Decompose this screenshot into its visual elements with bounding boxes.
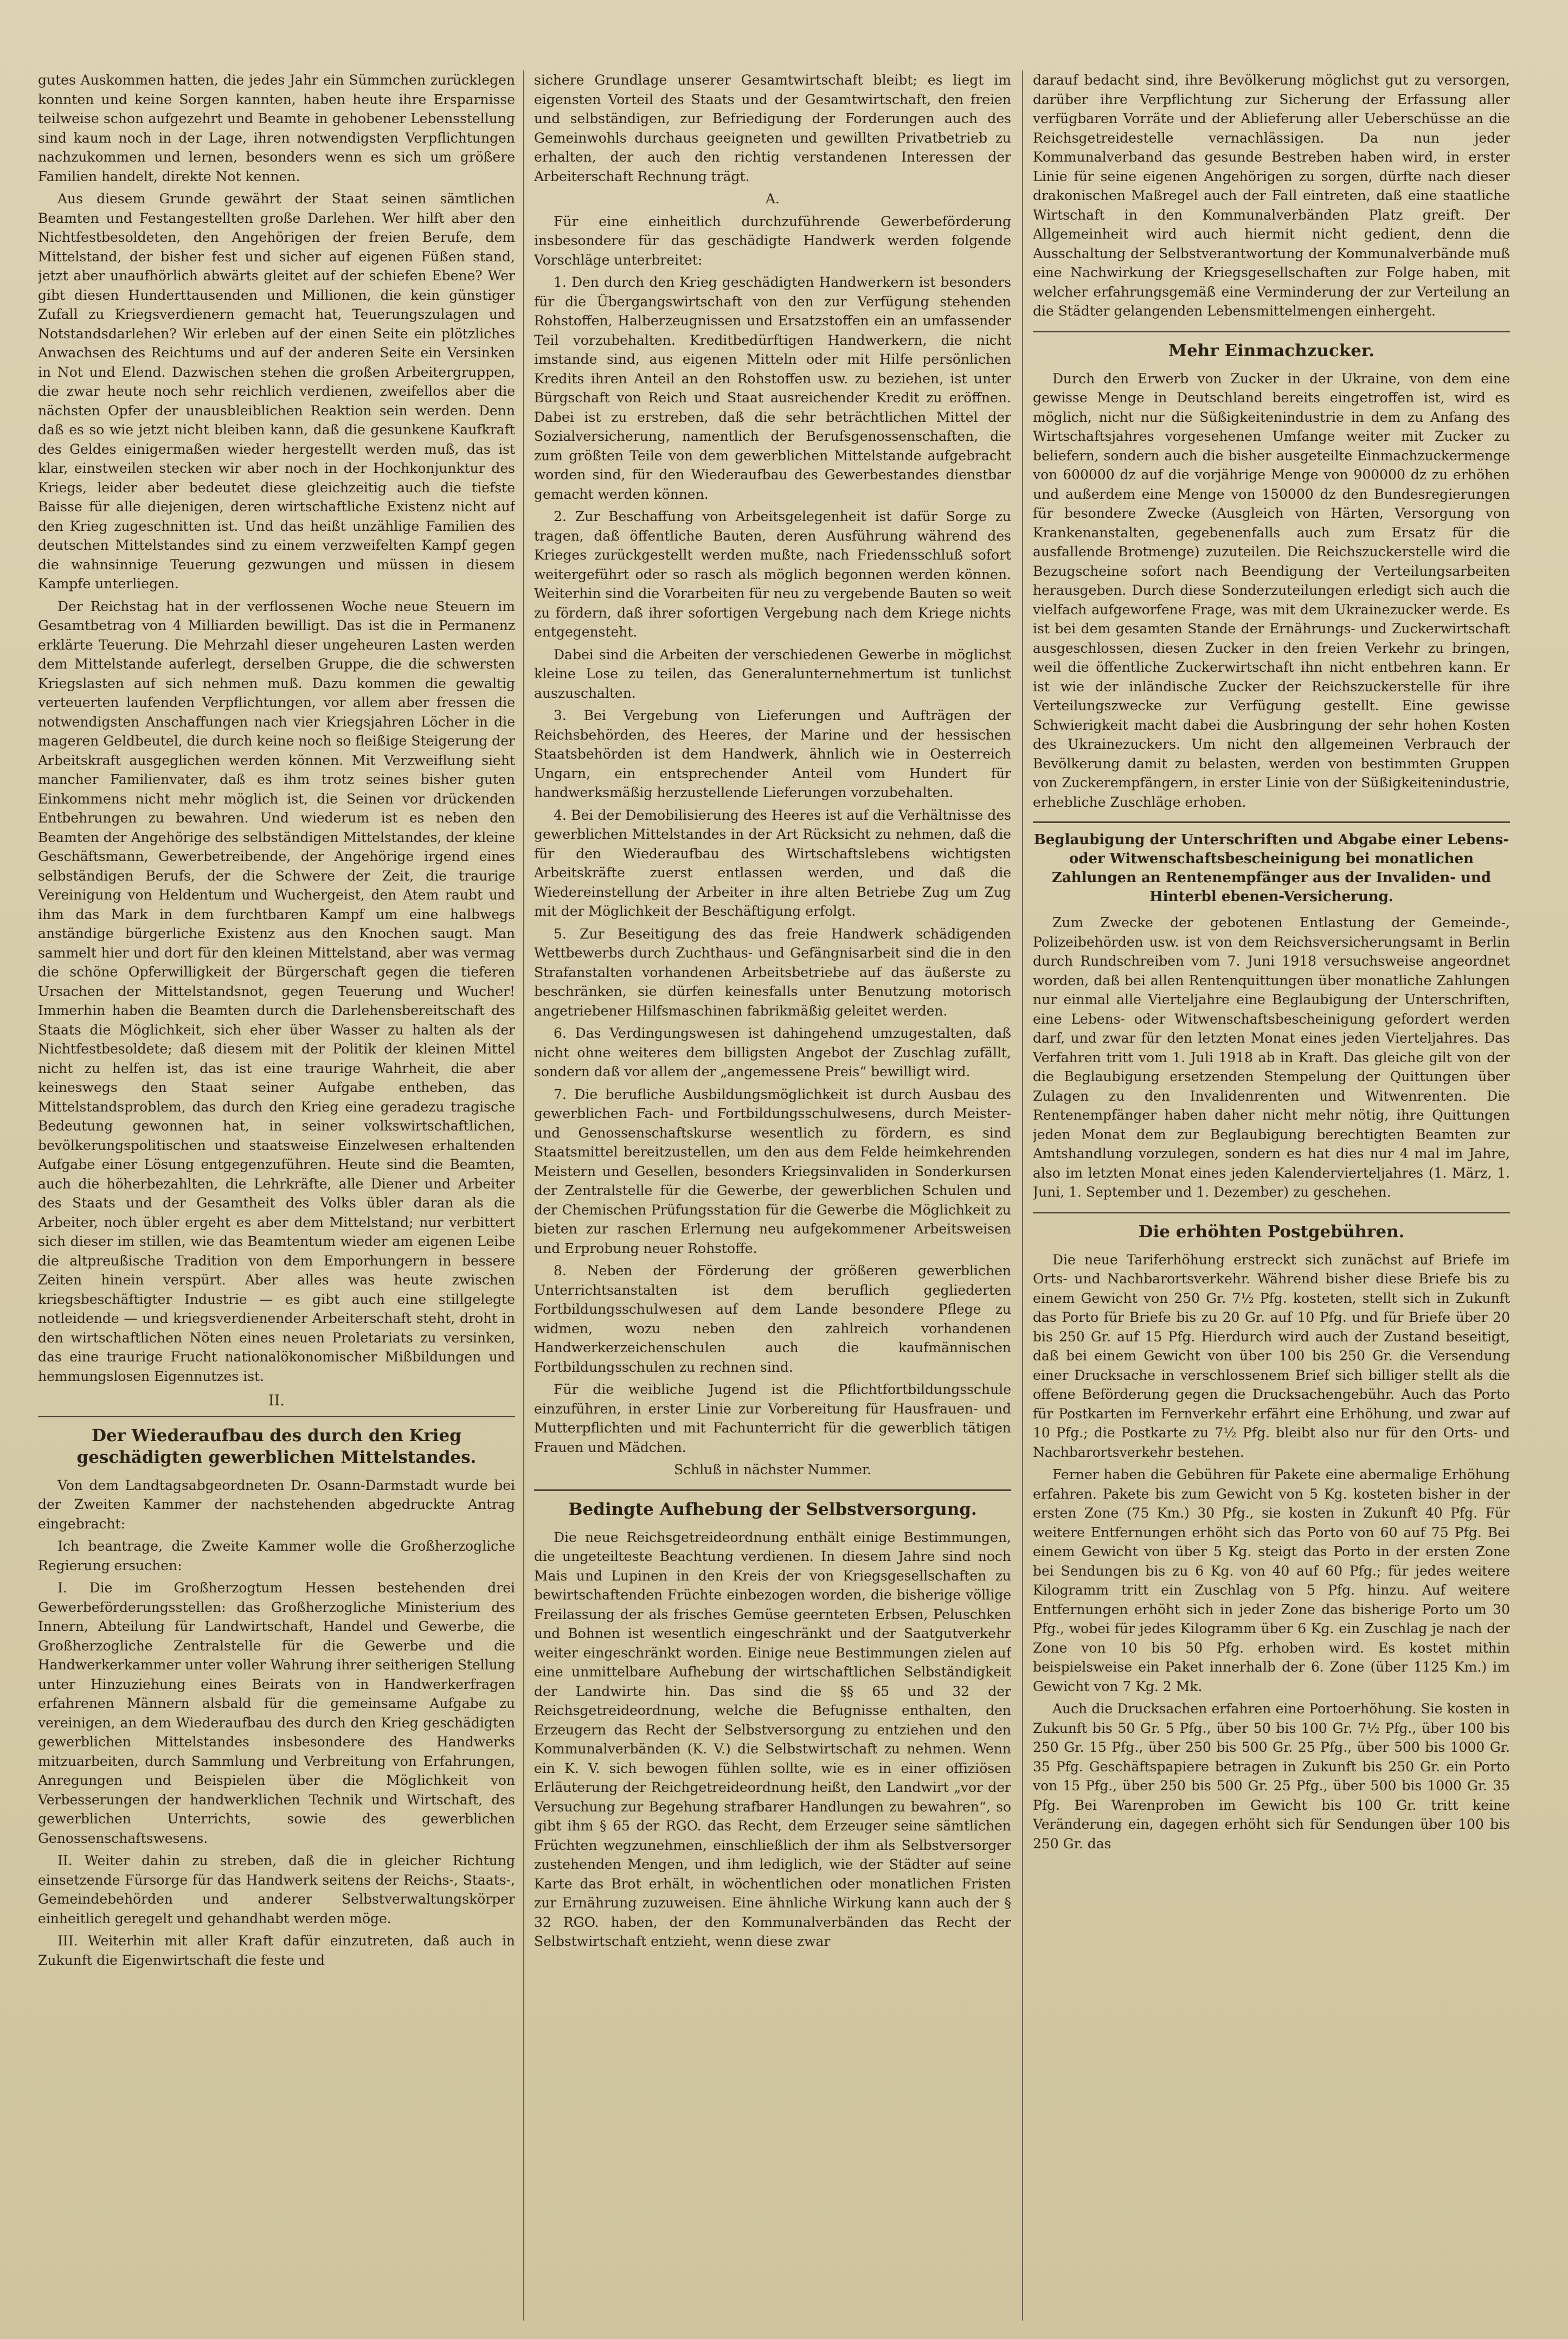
- divider: [38, 1416, 515, 1417]
- paragraph: Ich beantrage, die Zweite Kammer wolle die Großherzogliche Regierung ersuchen:: [38, 1538, 515, 1573]
- paragraph: 5. Zur Beseitigung des das freie Handwerk schädigenden Wettbewerbs durch Zuchthaus- und Gefängnisarbeit sind die in den Strafanstalten vorhandenen Arbeitsbetriebe auf das äußerste zu beschränken, sie dürfen keinesfalls unter Benutzung motorisch angetriebener Hilfsmaschinen fabrikmäßig geleitet werden.: [534, 926, 1011, 1019]
- paragraph: Für die weibliche Jugend ist die Pflichtfortbildungsschule einzuführen, in erster Linie zur Vorbereitung für Hausfrauen- und Mutterpflichten und mit Fachunterricht für die gewerblich tätigen Frauen und Mädchen.: [534, 1381, 1011, 1455]
- paragraph: 4. Bei der Demobilisierung des Heeres ist auf die Verhältnisse des gewerblichen Mittelstandes in der Art Rücksicht zu nehmen, daß die für den Wiederaufbau des Wirtschaftslebens wichtigsten Arbeitskräfte zuerst entlassen werden, und daß die Wiedereinstellung der Arbeiter in ihre alten Betriebe Zug um Zug mit der Möglichkeit der Beschäftigung erfolgt.: [534, 807, 1011, 919]
- paragraph: 7. Die berufliche Ausbildungsmöglichkeit ist durch Ausbau des gewerblichen Fach- und Fortbildungsschulwesens, durch Meister- und Genossenschaftskurse wesentlich zu fördern, es sind Staatsmittel bereitzustellen, um den aus dem Felde heimkehrenden Meistern und Gesellen, besonders Kriegsinvaliden in Sonderkursen der Zentralstelle für die Gewerbe, der gewerblichen Schulen und der Chemischen Prüfungsstation für die Gewerbe die Möglichkeit zu bieten zur raschen Erlernung neu aufgekommener Arbeitsweisen und Erprobung neuer Rohstoffe.: [534, 1086, 1011, 1256]
- divider: [1033, 331, 1510, 332]
- divider: [1033, 1212, 1510, 1213]
- paragraph: Aus diesem Grunde gewährt der Staat seinen sämtlichen Beamten und Festangestellten große Darlehen. Wer hilft aber den Nichtfestbesoldeten, den Angehörigen der freien Berufe, dem Mittelstand, der bisher fest und sicher auf eigenen Füßen stand, jetzt aber unaufhörlich abwärts gleitet auf der schiefen Ebene? Wer gibt diesen Hunderttausenden und Millionen, die kein günstiger Zufall zu Kriegsverdienern gemacht hat, Teuerungszulagen und Notstandsdarlehen? Wir erleben auf der einen Seite ein plötzliches Anwachsen des Reichtums und auf der anderen Seite ein Versinken in Not und Elend. Dazwischen stehen die großen Arbeitergruppen, die zwar heute noch sehr reichlich verdienen, zweifellos aber die nächsten Opfer der unausbleiblichen Reaktion sein werden. Denn daß es so wie jetzt nicht bleiben kann, daß die gesunkene Kaufkraft des Geldes einigermaßen wieder hergestellt werden muß, das ist klar, einstweilen stecken wir aber noch in der Hochkonjunktur des Kriegs, leider aber bedeutet diese gleichzeitig auch die tiefste Baisse für alle diejenigen, deren wirtschaftliche Existenz nicht auf den Krieg zugeschnitten ist. Und das heißt unzählige Familien des deutschen Mittelstandes sind zu einem verzweifelten Kampf gegen die wahnsinnige Teuerung gezwungen und müssen in diesem Kampfe unterliegen.: [38, 191, 515, 592]
- paragraph: Der Reichstag hat in der verflossenen Woche neue Steuern im Gesamtbetrag von 4 Milliarden bewilligt. Das ist die in Permanenz erklärte Teuerung. Die Mehrzahl dieser ungeheuren Lasten werden dem Mittelstande auferlegt, derselben Gruppe, die die schwersten Kriegslasten auf sich nehmen muß. Dazu kommen die gewaltig verteuerten laufenden Verpflichtungen, vor allem aber fressen die notwendigsten Anschaffungen nach vier Kriegsjahren Löcher in die mageren Geldbeutel, die durch keine noch so fleißige Steigerung der Arbeitskraft ausgeglichen werden können. Mit Verzweiflung sieht mancher Familienvater, daß es ihm trotz seines bisher guten Einkommens nicht mehr möglich ist, die Seinen vor drückenden Entbehrungen zu bewahren. Und wiederum ist es neben den Beamten der Angehörige des selbständigen Mittelstandes, der kleine Geschäftsmann, Gewerbetreibende, der Angehörige irgend eines selbständigen Berufs, der die Schwere der Zeit, die traurige Vereinigung von Heldentum und Wuchergeist, den Atem raubt und ihm das Mark in dem furchtbaren Kampf um eine halbwegs anständige bürgerliche Existenz aus den Knochen saugt. Man sammelt hier und dort für den kleinen Mittelstand, aber was vermag die schöne Opferwilligkeit der Bürgerschaft gegen die tieferen Ursachen der Mittelstandsnot, gegen Teuerung und Wucher! Immerhin haben die Beamten durch die Darlehensbereitschaft des Staats die Möglichkeit, sich eher über Wasser zu halten als der Nichtfestbesoldete; daß diesem mit der Politik der kleinen Mittel nicht zu helfen ist, das ist eine traurige Wahrheit, die aber keineswegs den Staat seiner Aufgabe entheben, das Mittelstandsproblem, das durch den Krieg eine geradezu tragische Bedeutung gewonnen hat, in seiner volkswirtschaftlichen, bevölkerungspolitischen und staatsweise Einzelwesen erhaltenden Aufgabe einer Lösung entgegenzuführen. Heute sind die Beamten, auch die höherbezahlten, die Lehrkräfte, alle Diener und Arbeiter des Staats und der Gesamtheit des Volks übler daran als die Arbeiter, noch übler ergeht es aber dem Mittelstand; nur verbittert sich dieser im stillen, wie das Beamtentum wieder am eigenen Leibe die altpreußische Tradition von dem Emporhungern in bessere Zeiten hinein verspürt. Aber alles was heute zwischen kriegsbeschäftigter Industrie — es gibt auch eine stillgelegte notleidende — und kriegsverdienender Arbeiterschaft steht, droht in den wirtschaftlichen Nöten eines neuen Proletariats zu versinken, das eine traurige Frucht nationalökonomischer Mißbildungen und hemmungslosen Eigennutzes ist.: [38, 598, 515, 1384]
- paragraph: 6. Das Verdingungswesen ist dahingehend umzugestalten, daß nicht ohne weiteres dem billigsten Angebot der Zuschlag zufällt, sondern daß vor allem der „angemessene Preis“ bewilligt wird.: [534, 1025, 1011, 1079]
- paragraph: Auch die Drucksachen erfahren eine Portoerhöhung. Sie kosten in Zukunft bis 50 Gr. 5 Pfg., über 50 bis 100 Gr. 7½ Pfg., über 100 bis 250 Gr. 15 Pfg., über 250 bis 500 Gr. 25 Pfg., über 500 bis 1000 Gr. 35 Pfg. Geschäftspapiere betragen in Zukunft bis 250 Gr. ein Porto von 15 Pfg., über 250 bis 500 Gr. 25 Pfg., über 500 bis 1000 Gr. 35 Pfg. Bei Warenproben im Gewicht bis 100 Gr. tritt keine Veränderung ein, dagegen erhöht sich für Sendungen über 100 bis 250 Gr. das: [1033, 1701, 1510, 1852]
- column-3: [1033, 70, 1510, 2321]
- column-rule: [1022, 70, 1023, 2321]
- divider: [1033, 821, 1510, 823]
- paragraph: sichere Grundlage unserer Gesamtwirtschaft bleibt; es liegt im eigensten Vorteil des Staats und der Gesamtwirtschaft, den freien und selbständigen, zur Befriedigung der Forderungen auch des Gemeinwohls durchaus geeigneten und gewillten Privatbetrieb zu erhalten, der auch den richtig verstandenen Interessen der Arbeiterschaft Rechnung trägt.: [534, 72, 1011, 184]
- article-heading: Der Wiederaufbau des durch den Krieg geschädigten gewerblichen Mittelstandes.: [76, 1425, 477, 1467]
- section-number: II.: [268, 1392, 285, 1409]
- paragraph: Für eine einheitlich durchzuführende Gewerbeförderung insbesondere für das geschädigte Handwerk werden folgende Vorschläge unterbreitet:: [534, 213, 1011, 268]
- paragraph: Ferner haben die Gebühren für Pakete eine abermalige Erhöhung erfahren. Pakete bis zum Gewicht von 5 Kg. kosteten bisher in der ersten Zone (75 Km.) 30 Pfg., sie kosten in Zukunft 40 Pfg. Für weitere Entfernungen erhöht sich das Porto von 60 auf 75 Pfg. Bei einem Gewicht von über 5 Kg. steigt das Porto in der ersten Zone bei Sendungen bis zu 6 Kg. von 40 auf 60 Pfg.; für jedes weitere Kilogramm tritt ein Zuschlag von 5 Pfg. hinzu. Auf weitere Entfernungen erhöht sich in jeder Zone das bisherige Porto um 30 Pfg., wobei für jedes Kilogramm über 6 Kg. ein Zuschlag je nach der Zone von 10 bis 50 Pfg. erhoben wird. Es kostet mithin beispielsweise ein Paket innerhalb der 6. Zone (über 1125 Km.) im Gewicht von 7 Kg. 2 Mk.: [1033, 1467, 1510, 1694]
- section-letter: A.: [765, 191, 780, 207]
- paragraph: Dabei sind die Arbeiten der verschiedenen Gewerbe in möglichst kleine Lose zu teilen, das Generalunternehmertum ist tunlichst auszuschalten.: [534, 646, 1011, 701]
- paragraph: III. Weiterhin mit aller Kraft dafür einzutreten, daß auch in Zukunft die Eigenwirtschaft die feste und: [38, 1933, 515, 1968]
- paragraph: I. Die im Großherzogtum Hessen bestehenden drei Gewerbeförderungsstellen: das Großherzogliche Ministerium des Innern, Abteilung für Landwirtschaft, Handel und Gewerbe, die Großherzogliche Zentralstelle für die Gewerbe und die Handwerkerkammer unter voller Wahrung ihrer seitherigen Stellung unter Hinzuziehung eines Beirats von in Handwerkerfragen erfahrenen Männern alsbald für die gemeinsame Aufgabe zu vereinigen, an dem Wiederaufbau des durch den Krieg geschädigten gewerblichen Mittelstandes insbesondere des Handwerks mitzuarbeiten, durch Sammlung und Verbreitung von Erfahrungen, Anregungen und Beispielen über die Möglichkeit von Verbesserungen der handwerklichen Technik und Wirtschaft, des gewerblichen Unterrichts, sowie des gewerblichen Genossenschaftswesens.: [38, 1580, 515, 1846]
- article-heading: Beglaubigung der Unterschriften und Abgabe einer Lebens- oder Witwenschaftsbescheinigung bei monatlichen Zahlungen an Rentenempfänger aus der Invaliden- und Hinterbl ebenen-Versicherung.: [1033, 832, 1509, 905]
- paragraph: Zum Zwecke der gebotenen Entlastung der Gemeinde-, Polizeibehörden usw. ist von dem Reichsversicherungsamt in Berlin durch Rundschreiben vom 7. Juni 1918 versuchsweise angeordnet worden, daß bei allen Rentenquittungen über monatliche Zahlungen nur einmal alle Vierteljahre eine Beglaubigung der Unterschriften, eine Lebens- oder Witwenschaftsbescheinigung gefordert werden darf, und zwar für den letzten Monat eines jeden Vierteljahres. Das Verfahren tritt vom 1. Juli 1918 ab in Kraft. Das gleiche gilt von der die Beglaubigung ersetzenden Stempelung der Quittungen über Zulagen zu den Invalidenrenten und Witwenrenten. Die Rentenempfänger haben daher nicht mehr nötig, ihre Quittungen jeden Monat dem zur Beglaubigung berechtigten Beamten zur Amtshandlung vorzulegen, sondern es hat dies nur 4 mal im Jahre, also im letzten Monat eines jeden Kalendervierteljahres (1. März, 1. Juni, 1. September und 1. Dezember) zu geschehen.: [1033, 915, 1510, 1200]
- paragraph: darauf bedacht sind, ihre Bevölkerung möglichst gut zu versorgen, darüber ihre Verpflichtung zur Sicherung der Erfassung aller verfügbaren Vorräte und der Ablieferung aller Ueberschüsse an die Reichsgetreidestelle vernachlässigen. Da nun jeder Kommunalverband das gesunde Bestreben haben wird, in erster Linie für seine eigenen Angehörigen zu sorgen, dürfte nach dieser drakonischen Maßregel auch der Fall eintreten, daß eine staatliche Wirtschaft in den Kommunalverbänden Platz greift. Der Allgemeinheit wird auch hiermit nicht gedient, denn die Ausschaltung der Selbstverantwortung der Kommunalverbände muß eine Nachwirkung der Kriegsgesellschaften zur Folge haben, mit welcher erfahrungsgemäß eine Verminderung der zur Verteilung an die Städter gelangenden Lebensmittelmengen einhergeht.: [1033, 72, 1510, 319]
- paragraph: gutes Auskommen hatten, die jedes Jahr ein Sümmchen zurücklegen konnten und keine Sorgen kannten, haben heute ihre Ersparnisse teilweise schon aufgezehrt und Beamte in gehobener Lebensstellung sind kaum noch in der Lage, ihren notwendigsten Verpflichtungen nachzukommen und lernen, besonders wenn es sich um größere Familien handelt, direkte Not kennen.: [38, 72, 515, 184]
- paragraph: Die neue Reichsgetreideordnung enthält einige Bestimmungen, die ungeteilteste Beachtung verdienen. In diesem Jahre sind noch Mais und Lupinen in den Kreis der von Kriegsgesellschaften zu bewirtschaftenden Früchte einbezogen worden, die bisherige völlige Freilassung der als frisches Gemüse geernteten Erbsen, Peluschken und Bohnen ist wesentlich eingeschränkt und der Saatgutverkehr weiter eingeschränkt worden. Einige neue Bestimmungen zielen auf eine unmittelbare Aufhebung der wirtschaftlichen Selbständigkeit der Landwirte hin. Das sind die §§ 65 und 32 der Reichsgetreideordnung, welche die Befugnisse enthalten, den Erzeugern das Recht der Selbstversorgung zu entziehen und den Kommunalverbänden (K. V.) die Selbstwirtschaft zu nehmen. Wenn ein K. V. sich bewogen fühlen sollte, wie es in einer offiziösen Erläuterung der Reichgetreideordnung heißt, den Landwirt „vor der Versuchung zur Begehung strafbarer Handlungen zu bewahren“, so gibt ihm § 65 der RGO. das Recht, dem Erzeuger seine sämtlichen Früchten wegzunehmen, einschließlich der ihm als Selbstversorger zustehenden Mengen, und ihm lediglich, wie der Städter auf seine Karte das Brot erhält, in wöchentlichen oder monatlichen Fristen zur Ernährung zuzuweisen. Eine ähnliche Wirkung kann auch der § 32 RGO. haben, der den Kommunalverbänden das Recht der Selbstwirtschaft entzieht, wenn diese zwar: [534, 1529, 1011, 1949]
- paragraph: Durch den Erwerb von Zucker in der Ukraine, von dem eine gewisse Menge in Deutschland bereits eingetroffen ist, wird es möglich, nicht nur die Süßigkeitenindustrie in dem zu Anfang des Wirtschaftsjahres vorgesehenen Umfange weiter mit Zucker zu beliefern, sondern auch die bisher ausgeteilte Einmachzuckermenge von 600000 dz auf die vorjährige Menge von 900000 dz zu erhöhen und außerdem eine Menge von 150000 dz den Bundesregierungen für besondere Zwecke (Ausgleich von Härten, Versorgung von Krankenanstalten, gegebenenfalls auch zum Ersatz für die ausfallende Brotmenge) zuzuteilen. Die Reichszuckerstelle wird die Bezugscheine sofort nach Beendigung der Verteilungsarbeiten herausgeben. Durch diese Sonderzuteilungen erledigt sich auch die vielfach aufgeworfene Frage, was mit dem Ukrainezucker werde. Es ist bei dem gesamten Stande der Ernährungs- und Zuckerwirtschaft ausgeschlossen, diesen Zucker in den freien Verkehr zu bringen, weil die öffentliche Zuckerwirtschaft ihn nicht entbehren kann. Er ist wie der inländische Zucker der Reichszuckerstelle für ihre Verteilungszwecke zur Verfügung gestellt. Eine gewisse Schwierigkeit macht dabei die Ausbringung der sehr hohen Kosten des Ukrainezuckers. Um nicht den allgemeinen Verbrauch der Bevölkerung damit zu belasten, werden von bestimmten Gruppen von Zuckerempfängern, in erster Linie von der Süßigkeitenindustrie, erhebliche Zuschläge erhoben.: [1033, 370, 1510, 810]
- paragraph: 8. Neben der Förderung der größeren gewerblichen Unterrichtsanstalten ist dem beruflich gegliederten Fortbildungsschulwesen auf dem Lande besondere Pflege zu widmen, wozu neben den zahlreich vorhandenen Handwerkerzeichenschulen auch die kaufmännischen Fortbildungsschulen zu rechnen sind.: [534, 1263, 1011, 1375]
- paragraph: 2. Zur Beschaffung von Arbeitsgelegenheit ist dafür Sorge zu tragen, daß öffentliche Bauten, deren Ausführung während des Krieges zurückgestellt werden mußte, nach Friedensschluß sofort weitergeführt oder so rasch als möglich begonnen werden können. Weiterhin sind die Vorarbeiten für neu zu vergebende Bauten so weit zu fördern, daß ihrer sofortigen Vergebung nach dem Kriege nichts entgegensteht.: [534, 509, 1011, 640]
- continuation-note: Schluß in nächster Nummer.: [673, 1462, 872, 1477]
- paragraph: Von dem Landtagsabgeordneten Dr. Osann-Darmstadt wurde bei der Zweiten Kammer der nachstehenden abgedruckte Antrag eingebracht:: [38, 1477, 515, 1532]
- paragraph: 1. Den durch den Krieg geschädigten Handwerkern ist besonders für die Übergangswirtschaft von den zur Verfügung stehenden Rohstoffen, Halberzeugnissen und Ersatzstoffen ein an umfassender Teil vorzubehalten. Kreditbedürftigen Handwerkern, die nicht imstande sind, aus eigenen Mitteln oder mit Hilfe persönlichen Kredits ihren Anteil an den Rohstoffen usw. zu beziehen, ist unter Bürgschaft von Reich und Staat ausreichender Kredit zu eröffnen. Dabei ist zu erstreben, daß die sehr beträchtlichen Mittel der Sozialversicherung, namentlich der Berufsgenossenschaften, die zum größten Teile von dem gewerblichen Mittelstande aufgebracht worden sind, für den Wiederaufbau des Gewerbestandes dienstbar gemacht werden können.: [534, 274, 1011, 502]
- article-heading: Die erhöhten Postgebühren.: [1138, 1222, 1405, 1242]
- paragraph: Die neue Tariferhöhung erstreckt sich zunächst auf Briefe im Orts- und Nachbarortsverkehr. Während bisher diese Briefe bis zu einem Gewicht von 250 Gr. 7½ Pfg. kosteten, stellt sich in Zukunft das Porto für Briefe bis zu 20 Gr. auf 10 Pfg. und für Briefe über 20 bis 250 Gr. auf 15 Pfg. Hierdurch wird auch der Zustand beseitigt, daß bei einem Gewicht von über 100 bis 250 Gr. die Versendung einer Drucksache in verschlossenem Brief sich billiger stellt als die offene Beförderung gegen die Drucksachengebühr. Auch das Porto für Postkarten im Fernverkehr erfährt eine Erhöhung, und zwar auf 10 Pfg.; die Postkarte zu 7½ Pfg. bleibt also nur für den Orts- und Nachbarortsverkehr bestehen.: [1033, 1251, 1510, 1460]
- article-heading: Bedingte Aufhebung der Selbstversorgung.: [568, 1499, 977, 1519]
- article-heading: Mehr Einmachzucker.: [1168, 340, 1375, 361]
- column-1: [38, 70, 515, 2321]
- column-2: [534, 70, 1011, 2321]
- divider: [534, 1489, 1011, 1491]
- column-rule: [523, 70, 524, 2321]
- paragraph: II. Weiter dahin zu streben, daß die in gleicher Richtung einsetzende Fürsorge für das Handwerk seitens der Reichs-, Staats-, Gemeindebehörden und anderer Selbstverwaltungskörper einheitlich geregelt und gehandhabt werden möge.: [38, 1853, 515, 1926]
- paragraph: 3. Bei Vergebung von Lieferungen und Aufträgen der Reichsbehörden, des Heeres, der Marine und der hessischen Staatsbehörden ist dem Handwerk, ähnlich wie in Oesterreich Ungarn, ein entsprechender Anteil vom Hundert für handwerksmäßig herzustellende Lieferungen vorzubehalten.: [534, 708, 1011, 800]
